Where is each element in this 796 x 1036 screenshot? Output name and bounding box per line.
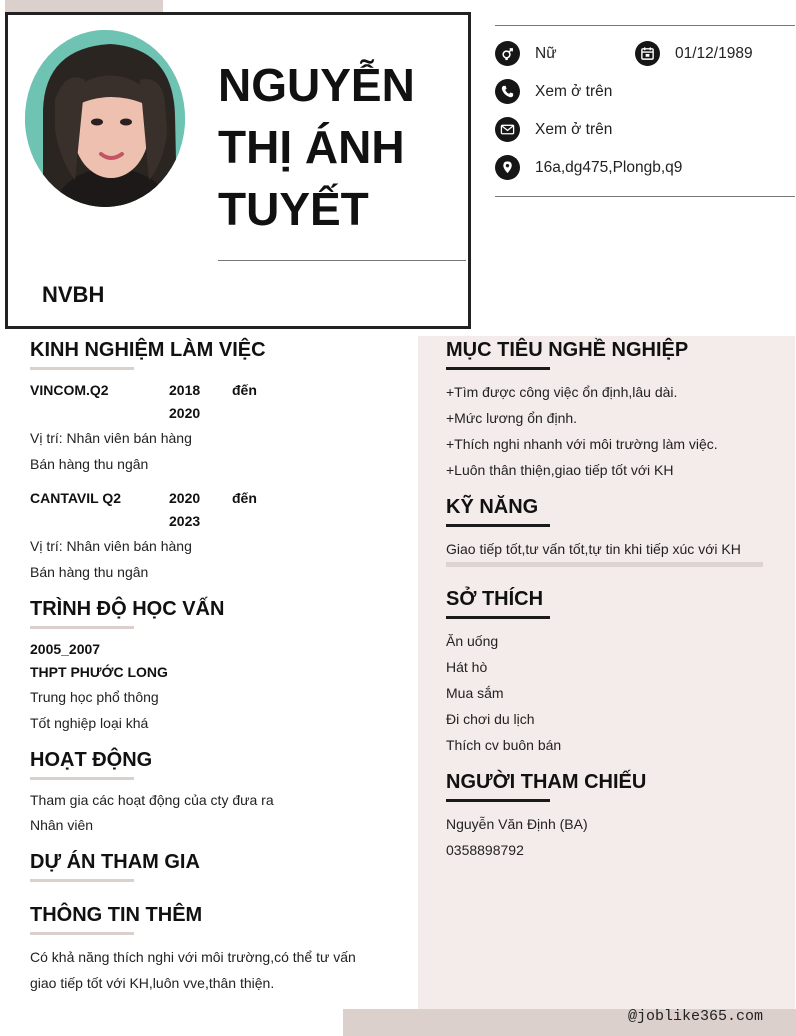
education-line: Tốt nghiệp loại khá <box>30 715 149 731</box>
hobbies-title: SỞ THÍCH <box>446 588 544 610</box>
contact-bottom-divider <box>495 196 795 197</box>
experience-from: 2020 <box>169 490 201 506</box>
experience-line: Vị trí: Nhân viên bán hàng <box>30 430 192 446</box>
phone-icon <box>495 79 520 104</box>
projects-title: DỰ ÁN THAM GIA <box>30 851 200 873</box>
education-line: Trung học phổ thông <box>30 689 159 705</box>
footer-watermark: @joblike365.com <box>628 1008 764 1025</box>
education-underline <box>30 626 134 629</box>
candidate-name <box>218 54 458 240</box>
name-line-1: NGUYỄN <box>218 59 415 111</box>
location-icon <box>495 155 520 180</box>
name-line-2: THỊ ÁNH <box>218 121 405 173</box>
avatar <box>25 30 185 207</box>
birthdate-value: 01/12/1989 <box>675 45 753 62</box>
hobbies-underline <box>446 616 550 619</box>
education-title: TRÌNH ĐỘ HỌC VẤN <box>30 598 225 620</box>
experience-company: VINCOM.Q2 <box>30 382 109 398</box>
experience-to-word: đến <box>232 490 257 506</box>
additional-title: THÔNG TIN THÊM <box>30 904 203 926</box>
additional-line: giao tiếp tốt với KH,luôn vve,thân thiện. <box>30 975 275 991</box>
education-period: 2005_2007 <box>30 641 101 657</box>
address-value: 16a,dg475,Plongb,q9 <box>535 159 683 176</box>
experience-line: Bán hàng thu ngân <box>30 456 149 472</box>
education-school: THPT PHƯỚC LONG <box>30 664 168 680</box>
activities-title: HOẠT ĐỘNG <box>30 749 153 771</box>
objective-line: +Tìm được công việc ổn định,lâu dài. <box>446 384 678 400</box>
activities-line: Nhân viên <box>30 817 94 833</box>
gender-icon <box>495 41 520 66</box>
references-underline <box>446 799 550 802</box>
reference-phone: 0358898792 <box>446 842 524 858</box>
objective-line: +Thích nghi nhanh với môi trường làm việc. <box>446 436 718 452</box>
objective-line: +Luôn thân thiện,giao tiếp tốt với KH <box>446 462 674 478</box>
activities-underline <box>30 777 134 780</box>
experience-to-word: đến <box>232 382 257 398</box>
skills-underline <box>446 524 550 527</box>
experience-to: 2023 <box>169 513 201 529</box>
gender-value: Nữ <box>535 45 557 62</box>
phone-value: Xem ở trên <box>535 83 613 100</box>
mail-icon <box>495 117 520 142</box>
hobby-item: Hát hò <box>446 659 488 675</box>
hobby-item: Đi chơi du lịch <box>446 711 535 727</box>
experience-line: Bán hàng thu ngân <box>30 564 149 580</box>
experience-from: 2018 <box>169 382 201 398</box>
email-value: Xem ở trên <box>535 121 613 138</box>
additional-underline <box>30 932 134 935</box>
hobby-item: Ăn uống <box>446 633 499 649</box>
hobby-item: Thích cv buôn bán <box>446 737 562 753</box>
experience-company: CANTAVIL Q2 <box>30 490 122 506</box>
activities-line: Tham gia các hoạt động của cty đưa ra <box>30 792 274 808</box>
objective-underline <box>446 367 550 370</box>
calendar-icon <box>635 41 660 66</box>
projects-underline <box>30 879 134 882</box>
hobby-item: Mua sắm <box>446 685 504 701</box>
experience-title: KINH NGHIỆM LÀM VIỆC <box>30 339 266 361</box>
avatar-photo-icon <box>25 30 185 207</box>
job-title: NVBH <box>42 282 105 307</box>
contact-top-divider <box>495 25 795 26</box>
skills-level-bar <box>446 562 763 567</box>
reference-name: Nguyễn Văn Định (BA) <box>446 816 588 832</box>
objective-line: +Mức lương ổn định. <box>446 410 578 426</box>
name-divider <box>218 260 466 261</box>
experience-line: Vị trí: Nhân viên bán hàng <box>30 538 192 554</box>
experience-to: 2020 <box>169 405 201 421</box>
name-line-3: TUYẾT <box>218 183 369 235</box>
skills-title: KỸ NĂNG <box>446 496 539 518</box>
skills-line: Giao tiếp tốt,tư vấn tốt,tự tin khi tiếp xúc với KH <box>446 541 741 557</box>
objective-title: MỤC TIÊU NGHỀ NGHIỆP <box>446 339 689 361</box>
additional-line: Có khả năng thích nghi với môi trường,có thể tư vấn <box>30 949 356 965</box>
references-title: NGƯỜI THAM CHIẾU <box>446 771 647 793</box>
experience-underline <box>30 367 134 370</box>
